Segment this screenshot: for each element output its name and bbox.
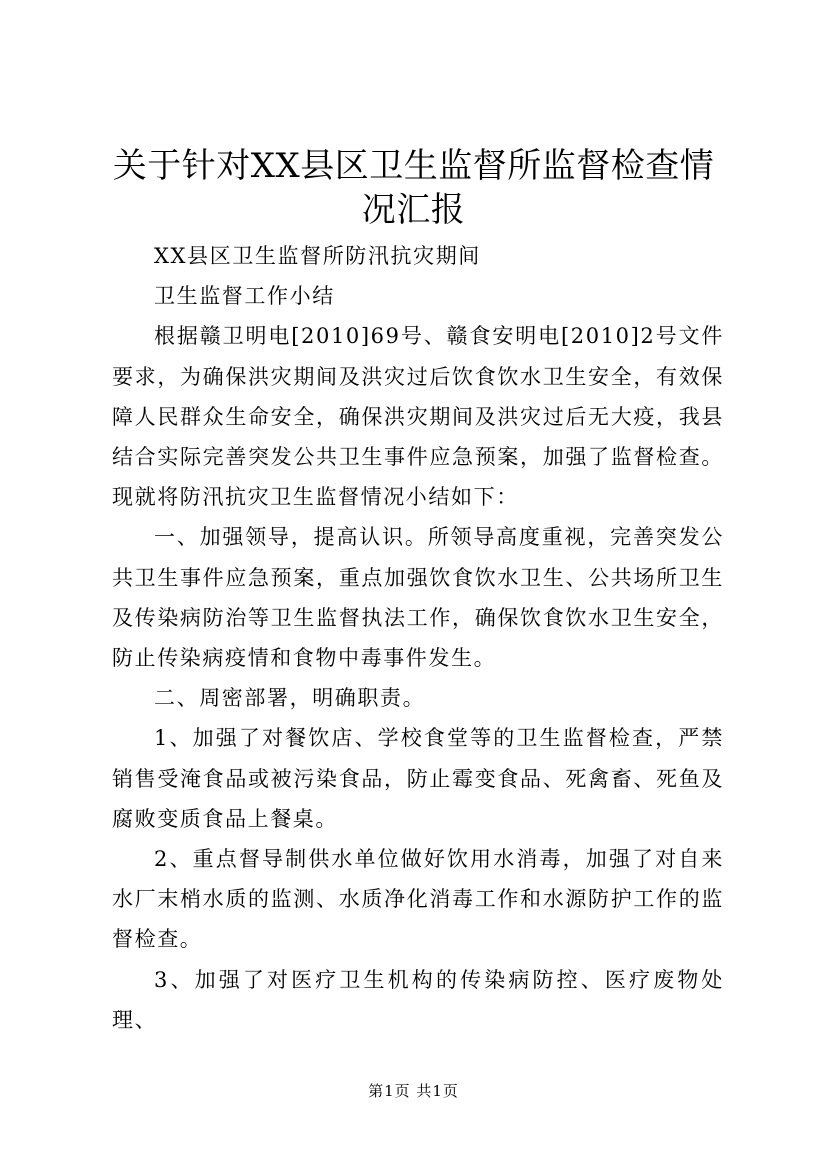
paragraph: 3、加强了对医疗卫生机构的传染病防控、医疗废物处理、 xyxy=(112,967,724,1032)
document-title: 关于针对XX县区卫生监督所监督检查情况汇报 xyxy=(112,146,715,230)
page-number-footer: 第1页 共1页 xyxy=(368,1082,459,1100)
paragraph: XX县区卫生监督所防汛抗灾期间 xyxy=(154,244,481,268)
paragraph: 卫生监督工作小结 xyxy=(154,284,335,309)
paragraph: 一、加强领导，提高认识。所领导高度重视，完善突发公共卫生事件应急预案，重点加强饮食饮水卫生、公共场所卫生及传染病防治等卫生监督执法工作，确保饮食饮水卫生安全，防止传染病疫情和食物中毒事件发生。 xyxy=(112,525,724,671)
paragraph: 根据赣卫明电[2010]69号、赣食安明电[2010]2号文件要求，为确保洪灾期间及洪灾过后饮食饮水卫生安全，有效保障人民群众生命安全，确保洪灾期间及洪灾过后无大疫，我县结合实际完善突发公共卫生事件应急预案，加强了监督检查。现就将防汛抗灾卫生监督情况小结如下： xyxy=(112,324,724,510)
paragraph: 2、重点督导制供水单位做好饮用水消毒，加强了对自来水厂末梢水质的监测、水质净化消毒工作和水源防护工作的监督检查。 xyxy=(112,847,724,952)
document-body xyxy=(112,236,724,1040)
paragraph: 二、周密部署，明确职责。 xyxy=(154,686,426,711)
paragraph: 1、加强了对餐饮店、学校食堂等的卫生监督检查，严禁销售受淹食品或被污染食品，防止霉变食品、死禽畜、死鱼及腐败变质食品上餐桌。 xyxy=(112,726,724,831)
